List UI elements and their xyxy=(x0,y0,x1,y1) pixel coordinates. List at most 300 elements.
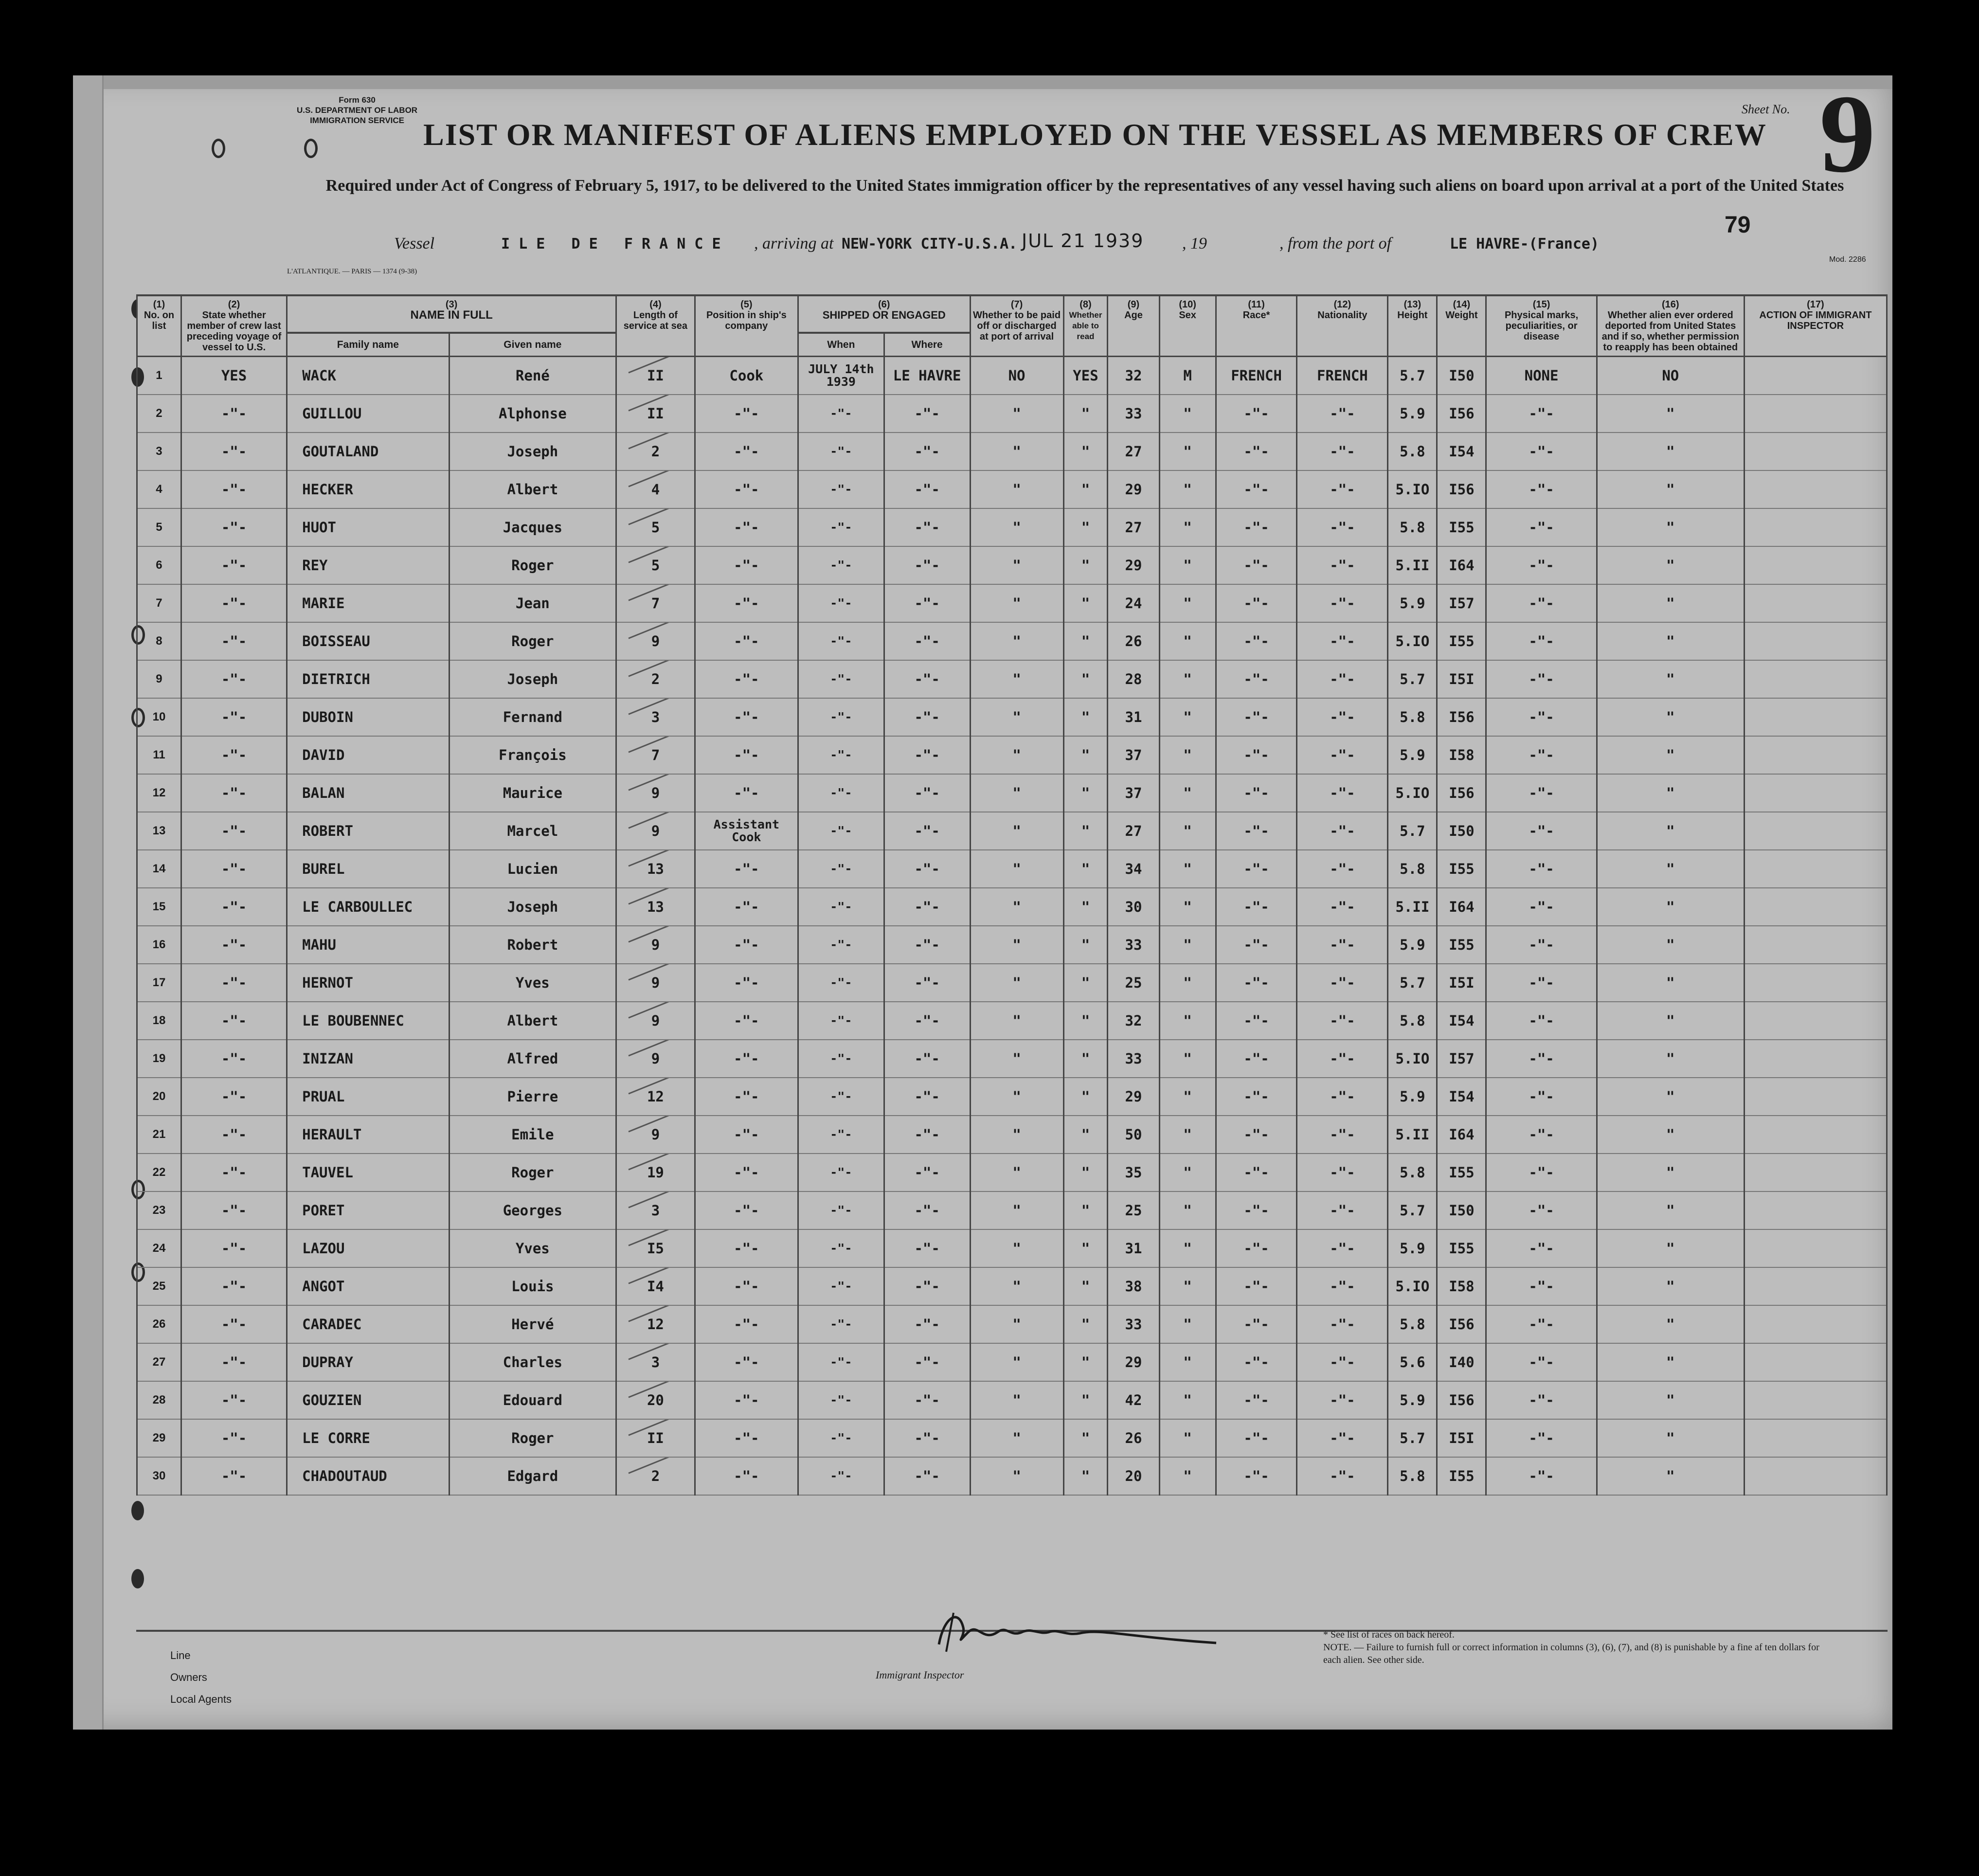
paid-off-cell: " xyxy=(970,1457,1063,1495)
given-name-cell: Louis xyxy=(449,1267,616,1305)
service-name: IMMIGRATION SERVICE xyxy=(310,116,405,125)
row-number-cell: 2 xyxy=(137,395,181,433)
row-number-cell: 10 xyxy=(137,698,181,736)
row-number-cell: 6 xyxy=(137,546,181,584)
race-cell: -"- xyxy=(1216,622,1297,660)
sex-cell: " xyxy=(1159,926,1216,964)
position-cell: -"- xyxy=(695,508,798,546)
able-to-read-cell: " xyxy=(1063,1002,1108,1040)
row-number-cell: 25 xyxy=(137,1267,181,1305)
race-cell: -"- xyxy=(1216,508,1297,546)
nationality-cell: -"- xyxy=(1297,888,1388,926)
able-to-read-cell: " xyxy=(1063,774,1108,812)
family-name-cell: LE BOUBENNEC xyxy=(287,1002,449,1040)
deportation-status-cell: " xyxy=(1597,850,1744,888)
left-page-edge xyxy=(73,75,104,1730)
paid-off-cell: " xyxy=(970,926,1063,964)
age-cell: 27 xyxy=(1108,508,1159,546)
race-cell: -"- xyxy=(1216,1229,1297,1267)
family-name-cell: DUPRAY xyxy=(287,1343,449,1381)
able-to-read-cell: " xyxy=(1063,1191,1108,1229)
position-cell: -"- xyxy=(695,926,798,964)
table-row xyxy=(137,584,1887,622)
family-name-cell: GOUZIEN xyxy=(287,1381,449,1419)
prior-voyage-cell: -"- xyxy=(181,508,287,546)
table-row xyxy=(137,395,1887,433)
inspector-action-cell xyxy=(1744,395,1887,433)
prior-voyage-cell: -"- xyxy=(181,546,287,584)
age-cell: 26 xyxy=(1108,1419,1159,1457)
nationality-cell: -"- xyxy=(1297,774,1388,812)
row-number-cell: 9 xyxy=(137,660,181,698)
able-to-read-cell: " xyxy=(1063,546,1108,584)
position-cell: -"- xyxy=(695,660,798,698)
family-name-cell: WACK xyxy=(287,357,449,395)
family-name-cell: PRUAL xyxy=(287,1078,449,1116)
prior-voyage-cell: -"- xyxy=(181,1381,287,1419)
family-name-cell: HERNOT xyxy=(287,964,449,1002)
height-cell: 5.7 xyxy=(1388,812,1437,850)
race-cell: -"- xyxy=(1216,1419,1297,1457)
position-cell: -"- xyxy=(695,850,798,888)
prior-voyage-cell: -"- xyxy=(181,660,287,698)
deportation-status-cell: " xyxy=(1597,660,1744,698)
able-to-read-cell: " xyxy=(1063,1116,1108,1154)
nationality-cell: -"- xyxy=(1297,1191,1388,1229)
height-cell: 5.8 xyxy=(1388,1457,1437,1495)
shipped-when-cell: -"- xyxy=(798,1040,884,1078)
date-stamp: JUL 21 1939 xyxy=(1022,230,1144,252)
sheet-number-label: Sheet No. xyxy=(1742,102,1790,116)
age-cell: 29 xyxy=(1108,1343,1159,1381)
nationality-cell: -"- xyxy=(1297,1040,1388,1078)
col-13-header: (13) Height xyxy=(1388,295,1437,357)
given-name-header: Given name xyxy=(449,333,616,356)
tally-mark xyxy=(629,395,679,411)
given-name-cell: Yves xyxy=(449,1229,616,1267)
race-cell: -"- xyxy=(1216,1154,1297,1191)
able-to-read-cell: YES xyxy=(1063,357,1108,395)
family-name-cell: INIZAN xyxy=(287,1040,449,1078)
shipped-when-cell: -"- xyxy=(798,470,884,508)
tally-mark xyxy=(629,1191,679,1208)
table-row xyxy=(137,1457,1887,1495)
shipped-where-cell: -"- xyxy=(884,1457,970,1495)
weight-cell: I54 xyxy=(1437,433,1486,470)
nationality-cell: -"- xyxy=(1297,812,1388,850)
table-row xyxy=(137,1229,1887,1267)
position-cell: Assistant Cook xyxy=(695,812,798,850)
given-name-cell: Roger xyxy=(449,1154,616,1191)
family-name-header: Family name xyxy=(287,333,449,356)
inspector-action-cell xyxy=(1744,1191,1887,1229)
paid-off-cell: " xyxy=(970,1381,1063,1419)
height-cell: 5.IO xyxy=(1388,622,1437,660)
shipped-when-cell: -"- xyxy=(798,812,884,850)
race-cell: -"- xyxy=(1216,660,1297,698)
family-name-cell: LE CORRE xyxy=(287,1419,449,1457)
height-cell: 5.II xyxy=(1388,546,1437,584)
deportation-status-cell: " xyxy=(1597,622,1744,660)
line-label: Line xyxy=(170,1649,191,1661)
able-to-read-cell: " xyxy=(1063,888,1108,926)
weight-cell: I5I xyxy=(1437,964,1486,1002)
column-header-row xyxy=(137,295,1887,333)
family-name-cell: REY xyxy=(287,546,449,584)
length-of-service-cell: 9 xyxy=(616,926,695,964)
deportation-status-cell: " xyxy=(1597,433,1744,470)
age-cell: 31 xyxy=(1108,698,1159,736)
from-port: LE HAVRE-(France) xyxy=(1450,235,1600,253)
shipped-where-cell: -"- xyxy=(884,964,970,1002)
family-name-cell: BUREL xyxy=(287,850,449,888)
tally-mark xyxy=(629,1002,679,1018)
shipped-when-cell: -"- xyxy=(798,888,884,926)
able-to-read-cell: " xyxy=(1063,1305,1108,1343)
weight-cell: I56 xyxy=(1437,698,1486,736)
table-row xyxy=(137,850,1887,888)
shipped-when-cell: -"- xyxy=(798,508,884,546)
position-cell: -"- xyxy=(695,964,798,1002)
prior-voyage-cell: -"- xyxy=(181,774,287,812)
weight-cell: I55 xyxy=(1437,850,1486,888)
sex-cell: " xyxy=(1159,1229,1216,1267)
row-number-cell: 20 xyxy=(137,1078,181,1116)
nationality-cell: -"- xyxy=(1297,850,1388,888)
nationality-cell: -"- xyxy=(1297,1419,1388,1457)
paid-off-cell: " xyxy=(970,622,1063,660)
prior-voyage-cell: -"- xyxy=(181,1457,287,1495)
height-cell: 5.9 xyxy=(1388,926,1437,964)
prior-voyage-cell: YES xyxy=(181,357,287,395)
shipped-when-cell: -"- xyxy=(798,1002,884,1040)
col-14-header: (14) Weight xyxy=(1437,295,1486,357)
tally-mark xyxy=(629,1116,679,1132)
able-to-read-cell: " xyxy=(1063,698,1108,736)
height-cell: 5.7 xyxy=(1388,1191,1437,1229)
shipped-where-cell: -"- xyxy=(884,1040,970,1078)
length-of-service-cell: 9 xyxy=(616,622,695,660)
inspector-action-cell xyxy=(1744,736,1887,774)
year-label: , 19 xyxy=(1182,234,1207,253)
race-cell: -"- xyxy=(1216,1305,1297,1343)
length-of-service-cell: 13 xyxy=(616,850,695,888)
height-cell: 5.8 xyxy=(1388,1002,1437,1040)
weight-cell: I56 xyxy=(1437,1305,1486,1343)
age-cell: 30 xyxy=(1108,888,1159,926)
col-17-header: (17) ACTION OF IMMIGRANT INSPECTOR xyxy=(1744,295,1887,357)
given-name-cell: Albert xyxy=(449,1002,616,1040)
deportation-status-cell: " xyxy=(1597,584,1744,622)
paid-off-cell: " xyxy=(970,395,1063,433)
inspector-action-cell xyxy=(1744,774,1887,812)
family-name-cell: BOISSEAU xyxy=(287,622,449,660)
inspector-action-cell xyxy=(1744,698,1887,736)
height-cell: 5.7 xyxy=(1388,964,1437,1002)
race-cell: -"- xyxy=(1216,1040,1297,1078)
given-name-cell: Joseph xyxy=(449,888,616,926)
nationality-cell: -"- xyxy=(1297,395,1388,433)
table-row xyxy=(137,888,1887,926)
table-row xyxy=(137,1191,1887,1229)
able-to-read-cell: " xyxy=(1063,1229,1108,1267)
row-number-cell: 15 xyxy=(137,888,181,926)
deportation-status-cell: " xyxy=(1597,1305,1744,1343)
given-name-cell: Pierre xyxy=(449,1078,616,1116)
table-row xyxy=(137,1343,1887,1381)
tally-mark xyxy=(629,964,679,980)
tally-mark xyxy=(629,774,679,791)
able-to-read-cell: " xyxy=(1063,1078,1108,1116)
sex-cell: " xyxy=(1159,470,1216,508)
row-number-cell: 12 xyxy=(137,774,181,812)
family-name-cell: GUILLOU xyxy=(287,395,449,433)
age-cell: 24 xyxy=(1108,584,1159,622)
deportation-status-cell: " xyxy=(1597,1078,1744,1116)
table-row xyxy=(137,546,1887,584)
able-to-read-cell: " xyxy=(1063,964,1108,1002)
tally-mark xyxy=(629,1267,679,1284)
nationality-cell: -"- xyxy=(1297,1343,1388,1381)
weight-cell: I55 xyxy=(1437,622,1486,660)
tally-mark xyxy=(629,1343,679,1360)
race-cell: -"- xyxy=(1216,470,1297,508)
shipped-when-cell: -"- xyxy=(798,1191,884,1229)
shipped-when-cell: -"- xyxy=(798,1154,884,1191)
able-to-read-cell: " xyxy=(1063,850,1108,888)
row-number-cell: 21 xyxy=(137,1116,181,1154)
shipped-where-cell: -"- xyxy=(884,660,970,698)
deportation-status-cell: " xyxy=(1597,470,1744,508)
shipped-where-cell: -"- xyxy=(884,850,970,888)
nationality-cell: -"- xyxy=(1297,1267,1388,1305)
given-name-cell: Lucien xyxy=(449,850,616,888)
physical-marks-cell: -"- xyxy=(1486,1191,1597,1229)
nationality-cell: -"- xyxy=(1297,1381,1388,1419)
tally-mark xyxy=(629,1419,679,1436)
deportation-status-cell: " xyxy=(1597,698,1744,736)
physical-marks-cell: -"- xyxy=(1486,508,1597,546)
age-cell: 50 xyxy=(1108,1116,1159,1154)
age-cell: 29 xyxy=(1108,470,1159,508)
sex-cell: " xyxy=(1159,1267,1216,1305)
position-cell: -"- xyxy=(695,1419,798,1457)
physical-marks-cell: -"- xyxy=(1486,546,1597,584)
position-cell: -"- xyxy=(695,1381,798,1419)
shipped-where-cell: -"- xyxy=(884,546,970,584)
nationality-cell: -"- xyxy=(1297,1002,1388,1040)
weight-cell: I58 xyxy=(1437,1267,1486,1305)
prior-voyage-cell: -"- xyxy=(181,1419,287,1457)
length-of-service-cell: 2 xyxy=(616,433,695,470)
inspector-action-cell xyxy=(1744,1267,1887,1305)
nationality-cell: -"- xyxy=(1297,508,1388,546)
able-to-read-cell: " xyxy=(1063,1457,1108,1495)
inspector-action-cell xyxy=(1744,357,1887,395)
col-15-header: (15) Physical marks, peculiarities, or disease xyxy=(1486,295,1597,357)
deportation-status-cell: " xyxy=(1597,508,1744,546)
age-cell: 33 xyxy=(1108,1040,1159,1078)
table-row xyxy=(137,1305,1887,1343)
paid-off-cell: " xyxy=(970,736,1063,774)
inspector-action-cell xyxy=(1744,470,1887,508)
table-row xyxy=(137,812,1887,850)
weight-cell: I54 xyxy=(1437,1078,1486,1116)
height-cell: 5.8 xyxy=(1388,433,1437,470)
tally-mark xyxy=(629,660,679,677)
shipped-when-cell: -"- xyxy=(798,1381,884,1419)
page-number: 79 xyxy=(1725,212,1751,238)
able-to-read-cell: " xyxy=(1063,433,1108,470)
inspector-action-cell xyxy=(1744,1229,1887,1267)
age-cell: 34 xyxy=(1108,850,1159,888)
height-cell: 5.IO xyxy=(1388,774,1437,812)
tally-mark xyxy=(629,1381,679,1398)
shipped-when-cell: -"- xyxy=(798,850,884,888)
sex-cell: " xyxy=(1159,433,1216,470)
sex-cell: " xyxy=(1159,508,1216,546)
shipped-where-cell: -"- xyxy=(884,1154,970,1191)
footer-labels xyxy=(170,1644,232,1710)
table-row xyxy=(137,698,1887,736)
shipped-where-cell: -"- xyxy=(884,1191,970,1229)
sex-cell: " xyxy=(1159,1381,1216,1419)
deportation-status-cell: " xyxy=(1597,1419,1744,1457)
paid-off-cell: " xyxy=(970,1002,1063,1040)
tally-mark xyxy=(629,850,679,866)
length-of-service-cell: 9 xyxy=(616,964,695,1002)
able-to-read-cell: " xyxy=(1063,1267,1108,1305)
sex-cell: " xyxy=(1159,812,1216,850)
col-16-header: (16) Whether alien ever ordered deported from United States and if so, whether permission to reapply has been obtained xyxy=(1597,295,1744,357)
paid-off-cell: " xyxy=(970,584,1063,622)
prior-voyage-cell: -"- xyxy=(181,395,287,433)
shipped-where-cell: -"- xyxy=(884,395,970,433)
race-cell: -"- xyxy=(1216,1002,1297,1040)
paid-off-cell: " xyxy=(970,698,1063,736)
race-cell: -"- xyxy=(1216,698,1297,736)
weight-cell: I56 xyxy=(1437,774,1486,812)
race-cell: -"- xyxy=(1216,964,1297,1002)
local-agents-label: Local Agents xyxy=(170,1693,232,1705)
physical-marks-cell: -"- xyxy=(1486,395,1597,433)
prior-voyage-cell: -"- xyxy=(181,1154,287,1191)
sex-cell: " xyxy=(1159,1343,1216,1381)
shipped-when-cell: -"- xyxy=(798,1078,884,1116)
sex-cell: M xyxy=(1159,357,1216,395)
sex-cell: " xyxy=(1159,698,1216,736)
length-of-service-cell: I5 xyxy=(616,1229,695,1267)
prior-voyage-cell: -"- xyxy=(181,1305,287,1343)
inspector-action-cell xyxy=(1744,584,1887,622)
weight-cell: I64 xyxy=(1437,546,1486,584)
race-cell: -"- xyxy=(1216,433,1297,470)
physical-marks-cell: NONE xyxy=(1486,357,1597,395)
row-number-cell: 17 xyxy=(137,964,181,1002)
position-cell: -"- xyxy=(695,1457,798,1495)
able-to-read-cell: " xyxy=(1063,622,1108,660)
able-to-read-cell: " xyxy=(1063,660,1108,698)
given-name-cell: Hervé xyxy=(449,1305,616,1343)
nationality-cell: FRENCH xyxy=(1297,357,1388,395)
inspector-action-cell xyxy=(1744,1343,1887,1381)
col-10-header: (10) Sex xyxy=(1159,295,1216,357)
row-number-cell: 28 xyxy=(137,1381,181,1419)
position-cell: -"- xyxy=(695,1229,798,1267)
sex-cell: " xyxy=(1159,1457,1216,1495)
physical-marks-cell: -"- xyxy=(1486,1305,1597,1343)
deportation-status-cell: " xyxy=(1597,1457,1744,1495)
nationality-cell: -"- xyxy=(1297,964,1388,1002)
age-cell: 27 xyxy=(1108,433,1159,470)
race-cell: -"- xyxy=(1216,926,1297,964)
sex-cell: " xyxy=(1159,660,1216,698)
given-name-cell: Emile xyxy=(449,1116,616,1154)
family-name-cell: LE CARBOULLEC xyxy=(287,888,449,926)
age-cell: 37 xyxy=(1108,774,1159,812)
physical-marks-cell: -"- xyxy=(1486,926,1597,964)
physical-marks-cell: -"- xyxy=(1486,470,1597,508)
table-row xyxy=(137,433,1887,470)
sex-cell: " xyxy=(1159,736,1216,774)
row-number-cell: 4 xyxy=(137,470,181,508)
position-cell: -"- xyxy=(695,584,798,622)
position-cell: -"- xyxy=(695,1343,798,1381)
race-cell: -"- xyxy=(1216,888,1297,926)
sex-cell: " xyxy=(1159,1040,1216,1078)
race-cell: -"- xyxy=(1216,1381,1297,1419)
table-row xyxy=(137,964,1887,1002)
position-cell: -"- xyxy=(695,1305,798,1343)
row-number-cell: 27 xyxy=(137,1343,181,1381)
given-name-cell: Edgard xyxy=(449,1457,616,1495)
length-of-service-cell: II xyxy=(616,1419,695,1457)
age-cell: 25 xyxy=(1108,1191,1159,1229)
sex-cell: " xyxy=(1159,395,1216,433)
sheet-number: 9 xyxy=(1819,75,1875,196)
race-cell: FRENCH xyxy=(1216,357,1297,395)
race-cell: -"- xyxy=(1216,1267,1297,1305)
age-cell: 31 xyxy=(1108,1229,1159,1267)
age-cell: 33 xyxy=(1108,395,1159,433)
weight-cell: I5I xyxy=(1437,1419,1486,1457)
nationality-cell: -"- xyxy=(1297,433,1388,470)
height-cell: 5.7 xyxy=(1388,660,1437,698)
row-number-cell: 14 xyxy=(137,850,181,888)
col-2-header: (2) State whether member of crew last preceding voyage of vessel to U.S. xyxy=(181,295,287,357)
inspector-action-cell xyxy=(1744,508,1887,546)
weight-cell: I64 xyxy=(1437,888,1486,926)
given-name-cell: Jacques xyxy=(449,508,616,546)
paid-off-cell: " xyxy=(970,888,1063,926)
shipped-when-cell: -"- xyxy=(798,433,884,470)
nationality-cell: -"- xyxy=(1297,584,1388,622)
age-cell: 33 xyxy=(1108,1305,1159,1343)
paid-off-cell: " xyxy=(970,774,1063,812)
shipped-where-cell: -"- xyxy=(884,1229,970,1267)
physical-marks-cell: -"- xyxy=(1486,622,1597,660)
col-3-header: (3) NAME IN FULL xyxy=(287,295,616,333)
manifest-sheet xyxy=(73,75,1892,1730)
paid-off-cell: " xyxy=(970,433,1063,470)
table-row xyxy=(137,470,1887,508)
paid-off-cell: " xyxy=(970,1191,1063,1229)
able-to-read-cell: " xyxy=(1063,736,1108,774)
race-cell: -"- xyxy=(1216,1116,1297,1154)
owners-label: Owners xyxy=(170,1671,207,1683)
weight-cell: I40 xyxy=(1437,1343,1486,1381)
given-name-cell: Alphonse xyxy=(449,395,616,433)
